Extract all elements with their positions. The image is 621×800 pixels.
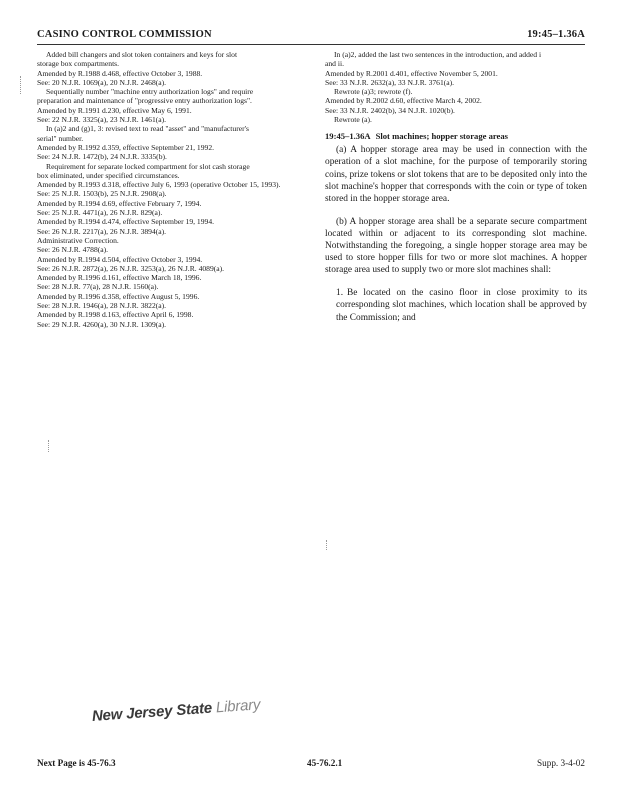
history-note-line: See: 26 N.J.R. 4788(a). <box>37 245 109 255</box>
section-title: Slot machines; hopper storage areas <box>375 131 508 142</box>
history-note-line: See: 28 N.J.R. 77(a), 28 N.J.R. 1560(a). <box>37 282 159 292</box>
history-note-line: Administrative Correction. <box>37 235 119 245</box>
history-note-line: Amended by R.1994 d.474, effective September 19, 1994. <box>37 217 215 227</box>
history-note-line: Amended by R.1996 d.358, effective August 5, 1996. <box>37 291 200 301</box>
history-note-line: See: 20 N.J.R. 1069(a), 20 N.J.R. 2468(a). <box>37 77 167 87</box>
history-note-line: storage box compartments. <box>37 59 120 69</box>
scan-mark <box>20 76 21 94</box>
history-note-line: Amended by R.1991 d.230, effective May 6, 1991. <box>37 105 192 115</box>
scan-mark <box>48 440 49 452</box>
item-number: 1. <box>336 288 344 299</box>
history-note-line: See: 24 N.J.R. 1472(b), 24 N.J.R. 3335(b). <box>37 152 167 162</box>
header-rule <box>37 44 585 45</box>
paragraph-b-item-1 <box>325 287 587 323</box>
page-footer <box>37 758 585 772</box>
history-note-line: Rewrote (a). <box>334 115 372 125</box>
library-stamp <box>91 696 260 725</box>
history-note-line: Added bill changers and slot token containers and keys for slot <box>46 50 238 59</box>
history-note-line: See: 22 N.J.R. 3325(a), 23 N.J.R. 1461(a). <box>37 115 167 125</box>
history-note-line: Amended by R.1992 d.359, effective September 21, 1992. <box>37 142 215 152</box>
history-note-line: See: 26 N.J.R. 2872(a), 26 N.J.R. 3253(a), 26 N.J.R. 4089(a). <box>37 263 225 273</box>
right-column <box>325 50 587 324</box>
history-note-line: In (a)2, added the last two sentences in the introduction, and added i <box>334 50 542 59</box>
history-note-line: Amended by R.1996 d.161, effective March 18, 1996. <box>37 273 202 283</box>
history-note-line: See: 29 N.J.R. 4260(a), 30 N.J.R. 1309(a). <box>37 319 167 329</box>
paragraph-b: (b) A hopper storage area shall be a separate secure compartment located within or adjacent to its corresponding slot machine. Notwithstanding the foregoing, a single hopper storage area may be used to store hopper fills for two or more slot machines. A hopper storage area used to supply two or more slot machines shall: <box>325 216 587 276</box>
paragraph-a: (a) A hopper storage area may be used in connection with the operation of a slot machine, for the purpose of temporarily storing coins, prize tokens or slot tokens that are to be deposited only into the slot machine's hopper that corresponds with the coin or type of token stored in the hopper storage area. <box>325 145 587 204</box>
history-note-line: See: 25 N.J.R. 1503(b), 25 N.J.R. 2908(a). <box>37 189 167 199</box>
history-note-line: serial" number. <box>37 133 84 143</box>
history-note-line: See: 26 N.J.R. 2217(a), 26 N.J.R. 3894(a). <box>37 226 167 236</box>
history-note-line: Rewrote (a)3; rewrote (f). <box>334 87 413 97</box>
history-note-line: Amended by R.2002 d.60, effective March 4, 2002. <box>325 96 482 106</box>
history-note-line: Amended by R.1994 d.504, effective October 3, 1994. <box>37 254 203 264</box>
history-note-line: See: 33 N.J.R. 2632(a), 33 N.J.R. 3761(a). <box>325 77 455 87</box>
history-note-line: Amended by R.1994 d.69, effective February 7, 1994. <box>37 198 202 208</box>
history-note-line: Amended by R.1998 d.163, effective April 6, 1998. <box>37 310 194 320</box>
header-section-number: 19:45–1.36A <box>527 29 585 40</box>
history-note-line: Sequentially number "machine entry authorization logs" and require <box>46 87 254 97</box>
history-note-line: See: 28 N.J.R. 1946(a), 28 N.J.R. 3822(a). <box>37 301 167 311</box>
history-note-line: In (a)2 and (g)1, 3: revised text to read "asset" and "manufacturer's <box>46 124 249 134</box>
supplement-date: Supp. 3-4-02 <box>537 758 585 768</box>
history-note-line: See: 25 N.J.R. 4471(a), 26 N.J.R. 829(a). <box>37 208 163 218</box>
history-note-line: Amended by R.1988 d.468, effective October 3, 1988. <box>37 68 203 78</box>
stamp-text-main: New Jersey State <box>91 699 213 725</box>
history-note-line: and ii. <box>325 59 344 69</box>
section-heading <box>325 131 587 142</box>
history-notes-right <box>325 50 587 124</box>
header-agency: CASINO CONTROL COMMISSION <box>37 29 212 40</box>
history-note-line: See: 33 N.J.R. 2402(b), 34 N.J.R. 1020(b). <box>325 105 455 115</box>
history-note-line: box eliminated, under specified circumstances. <box>37 170 180 180</box>
history-note-line: preparation and maintenance of "progressive entry authorization logs". <box>37 96 252 106</box>
item-text: Be located on the casino floor in close proximity to its corresponding slot machines, which location shall be approved by the Commission; and <box>336 288 587 323</box>
stamp-text-library: Library <box>215 696 261 717</box>
page-number: 45-76.2.1 <box>307 758 343 768</box>
history-note-line: Amended by R.1993 d.318, effective July 6, 1993 (operative October 15, 1993). <box>37 180 281 190</box>
next-page-note: Next Page is 45-76.3 <box>37 758 116 768</box>
section-number: 19:45–1.36A <box>325 131 371 142</box>
scan-mark <box>326 540 327 550</box>
history-note-line: Amended by R.2001 d.401, effective November 5, 2001. <box>325 68 498 78</box>
history-note-line: Requirement for separate locked compartment for slot cash storage <box>46 161 250 171</box>
history-notes-left-column <box>37 50 308 329</box>
running-header <box>37 29 585 45</box>
